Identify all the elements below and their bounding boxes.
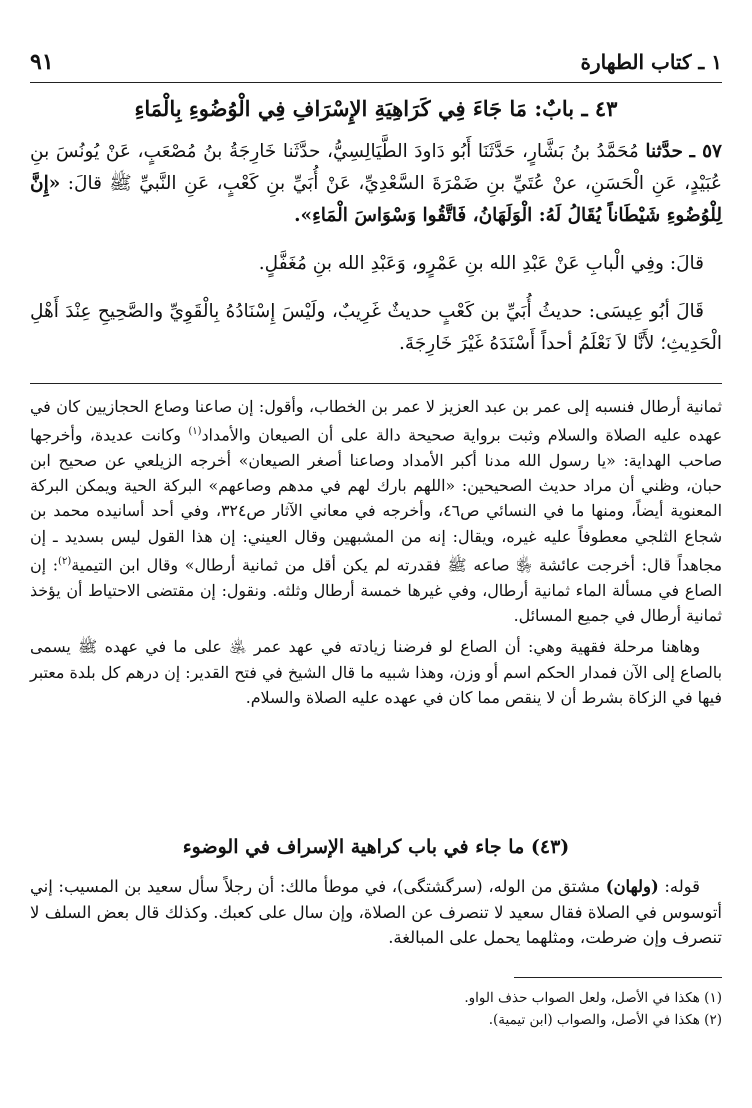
footnote-divider <box>514 977 722 978</box>
section-text-pre: قوله: <box>658 877 700 896</box>
section-heading: (٤٣) ما جاء في باب كراهية الإسراف في الوضوء <box>182 836 570 858</box>
footnote-ref-2[interactable]: (٢) <box>58 556 72 568</box>
commentary-text-c: : إن الصاع في مسألة الماء ثمانية أرطال، وفي غيرها خمسة أرطال وثلثه. ونقول: إن مقتضى الاحتياط أن يؤخذ ثمانية أرطال في جميع المسائل. <box>30 555 722 625</box>
section-term: (ولهان) <box>605 877 659 896</box>
bab-note: قالَ: وفِي الْبابِ عَنْ عَبْدِ الله بنِ عَمْرٍو، وَعَبْدِ الله بنِ مُغَفَّلٍ. <box>258 253 704 274</box>
chapter-title: ٤٣ ـ بابٌ: مَا جَاءَ فِي كَرَاهِيَةِ الإِسْرَافِ فِي الْوُضُوءِ بِالْمَاءِ <box>134 96 618 121</box>
commentary-para-2: وهاهنا مرحلة فقهية وهي: أن الصاع لو فرضنا زيادته في عهد عمر ﵁ على ما في عهده ﷺ يسمى بالصاع إلى الآن فمدار الحكم اسم أو وزن، وهذا شبيه ما قال الشيخ في فتح القدير: إن درهم كل بلدة معتبر فيها في الزكاة بشرط أن لا ينقص مما كان في عهده عليه الصلاة والسلام. <box>30 637 722 707</box>
hadith-isnad: مُحَمَّدُ بنُ بَشَّارٍ، حَدَّثَنَا أَبُو دَاودَ الطَّيَالِسِيُّ، حدَّثَنا خَارِجَةُ بنُ مُصْعَبٍ، عَنْ يُونُسَ بنِ عُبَيْدٍ، عَنِ الْحَسَنِ، عنْ عُتَيِّ بنِ ضَمْرَةَ السَّعْدِيِّ، عَنْ أُبَيِّ بنِ كَعْبٍ، عَنِ النَّبيِّ ﷺ قالَ: <box>30 141 722 194</box>
commentary-block <box>30 394 722 710</box>
hadith-lead: حدَّثنا <box>645 141 683 162</box>
footnote-2: (٢) هكذا في الأصل، والصواب (ابن تيمية). <box>488 1012 722 1028</box>
commentary-divider <box>30 383 722 384</box>
footnote-ref-1[interactable]: (١) <box>188 426 202 438</box>
footnotes <box>30 987 722 1031</box>
hadith-matn: «إِنَّ لِلْوُضُوءِ شَيْطَاناً يُقَالُ لَهُ: الْوَلَهَانُ، فَاتَّقُوا وَسْوَاسَ الْمَاءِ». <box>30 173 722 226</box>
page-header <box>30 42 722 83</box>
section-commentary <box>30 874 722 951</box>
hadith-text <box>30 136 722 232</box>
section-text-post: مشتق من الوله، (سرگشتگی)، في موطأ مالك: أن رجلاً سأل سعيد بن المسيب: إني أتوسوس في الصلاة فقال سعيد لا تنصرف عن الصلاة، وإن سال على كعبك. وكذلك قال بعض السلف لا تنصرف وإن ضرطت، ومثلهما يحمل على المبالغة. <box>30 877 722 947</box>
commentary-text-a: ثمانية أرطال فنسبه إلى عمر بن عبد العزيز لا عمر بن الخطاب، وأقول: إن صاعنا وصاع الحجازيين كان في عهده عليه الصلاة والسلام وثبت برواية صحيحة دالة على أن الصيعان والأمداد <box>30 397 722 445</box>
section-para <box>30 874 722 951</box>
commentary-text-b: وكانت عديدة، وأخرجها صاحب الهداية: «يا رسول الله مدنا أكبر الأمداد وصاعنا أصغر الصيعان» أخرجه الزيلعي عن صحيح ابن حبان، وظني أن مراد حديث الصحيحين: «اللهم بارك لهم في مدهم وصاعهم» البركة الحية ويمكن البركة المعنوية أيضاً، ومنها ما في النسائي ص٤٦، وأخرجه في معاني الآثار ص٣٢٤، وفي أحد أسانيده محمد بن شجاع الثلجي معطوفاً عليه غيره، ويقال: إنه من المشبهين وقال العيني: إن هذا القول ليس بسديد ـ إن مجاهداً قال: أخرجت عائشة ﵂ صاعه ﷺ فقدرته لم يكن أقل من ثمانية أرطال» وقال ابن التيمية <box>30 425 723 575</box>
hadith-number: ٥٧ ـ <box>689 141 722 162</box>
hadith-block <box>30 136 722 360</box>
running-title: ١ ـ كتاب الطهارة <box>580 50 722 74</box>
tirmidhi-grading: قَالَ أبُو عِيسَى: حديثُ أُبَيِّ بن كَعْبٍ حديثٌ غَرِيبٌ، ولَيْسَ إِسْنَادُهُ بِالْقَوِيِّ والصَّحِيحِ عِنْدَ أَهْلِ الْحَدِيثِ؛ لأَنَّا لاَ نَعْلَمُ أحداً أَسْنَدَهُ غَيْرَ خَارِجَةَ. <box>30 301 722 354</box>
page-number: ٩١ <box>30 49 54 75</box>
footnote-1: (١) هكذا في الأصل، ولعل الصواب حذف الواو. <box>464 990 722 1006</box>
commentary-para-1 <box>30 394 722 628</box>
